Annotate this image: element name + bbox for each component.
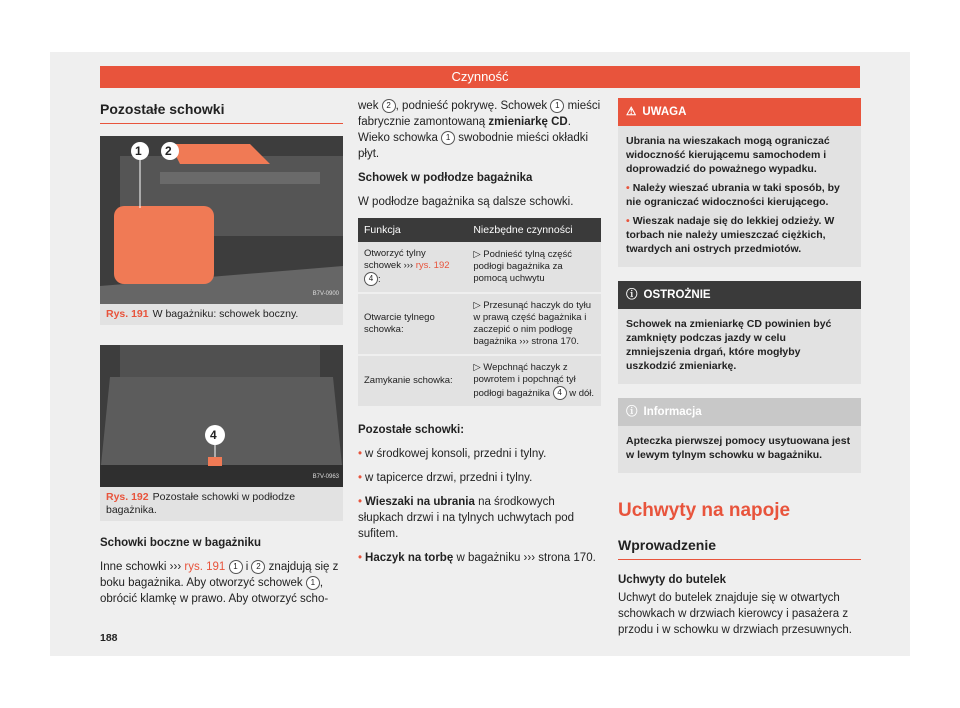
table-row	[358, 293, 601, 355]
table-cell: ▷ Podnieść tylną część podłogi bagażnika za pomocą uchwytu	[467, 242, 601, 293]
bullet-icon: •	[626, 182, 630, 194]
bullet-icon: •	[358, 472, 363, 484]
callout-number: 2	[251, 560, 265, 574]
figure-marker-2: 2	[165, 144, 172, 158]
callout-number: 1	[441, 131, 455, 145]
subheading: Schowek w podłodze bagażnika	[358, 172, 533, 184]
list-item: • Wieszaki na ubrania na środkowych słupkach drzwi i na tylnych uchwytach pod sufitem.	[358, 496, 575, 540]
table-cell: ▷ Wepchnąć haczyk z powrotem i popchnąć tył podłogi bagażnika 4 w dół.	[467, 355, 601, 407]
info-body: Apteczka pierwszej pomocy usytuowana jest w lewym tylnym schowku w bagażniku.	[626, 435, 851, 461]
subheading: Pozostałe schowki:	[358, 424, 465, 436]
figure-code: B7V-0900	[312, 291, 339, 297]
caution-header: ⓘ OSTROŻNIE	[618, 281, 861, 309]
table-cell: Otwarcie tylnego schowka:	[358, 293, 467, 355]
subheading: Schowki boczne w bagażniku	[100, 537, 262, 549]
trunk-floor-illustration	[100, 345, 343, 487]
caution-box	[618, 281, 861, 384]
chapter-header: Czynność	[100, 66, 860, 88]
table-row	[358, 242, 601, 293]
bullet-icon: •	[358, 552, 363, 564]
callout-number: 4	[553, 386, 567, 400]
figure-caption: Rys. 191 W bagażniku: schowek boczny.	[100, 304, 343, 325]
warning-box	[618, 98, 861, 267]
callout-number: 2	[382, 99, 396, 113]
warning-triangle-icon: ⚠	[626, 106, 637, 118]
figure-marker-4: 4	[210, 428, 217, 442]
trunk-side-illustration	[100, 136, 343, 304]
figure-191	[100, 136, 343, 304]
info-box	[618, 398, 861, 473]
table-cell: Zamykanie schowka:	[358, 355, 467, 407]
table-header: Funkcja	[358, 218, 467, 242]
paragraph: wek 2 , podnieść pokrywę. Schowek 1 mieści fabrycznie zamontowaną zmieniarkę CD. Wieko schowka 1 swobodnie mieści okładki płyt.	[358, 100, 601, 160]
left-column	[100, 95, 343, 615]
callout-number: 1	[229, 560, 243, 574]
figure-ref-link[interactable]: rys. 192	[415, 260, 450, 271]
figure-marker-1: 1	[135, 144, 142, 158]
table-row	[358, 355, 601, 407]
section-title: Wprowadzenie	[618, 531, 861, 560]
caution-body: Schowek na zmieniarkę CD powinien być zamknięty podczas jazdy w celu zmniejszenia drgań, które mogłyby uszkodzić zmieniarkę.	[626, 318, 832, 372]
bullet-icon: •	[626, 215, 630, 227]
right-column	[618, 98, 861, 646]
functions-table	[358, 218, 601, 408]
bullet-icon: •	[358, 496, 363, 508]
figure-192	[100, 345, 343, 487]
paragraph: Inne schowki ››› rys. 191 1 i 2 znajdują się z boku bagażnika. Aby otworzyć schowek 1 , obrócić klamkę w prawo. Aby otworzyć scho-	[100, 561, 339, 605]
figure-ref-link[interactable]: rys. 191	[184, 561, 226, 573]
figure-code: B7V-0963	[312, 474, 339, 480]
page-number: 188	[100, 632, 118, 644]
warning-header: ⚠ UWAGA	[618, 98, 861, 126]
callout-number: 1	[550, 99, 564, 113]
list-item: • Należy wieszać ubrania w taki sposób, by nie ograniczać widoczności kierującego.	[626, 182, 840, 208]
callout-number: 4	[364, 272, 378, 286]
list-item: • Haczyk na torbę w bagażniku ››› strona 170.	[358, 552, 596, 564]
table-cell: Otworzyć tylny schowek ››› rys. 192 4 :	[358, 242, 467, 293]
bullet-icon: •	[358, 448, 363, 460]
subheading: Uchwyty do butelek	[618, 574, 726, 586]
table-header: Niezbędne czynności	[467, 218, 601, 242]
table-cell: ▷ Przesunąć haczyk do tyłu w prawą część bagażnika i zaczepić o nim podłogę bagażnika ››› strona 170.	[467, 293, 601, 355]
middle-column	[358, 98, 601, 574]
list-item: • w tapicerce drzwi, przedni i tylny.	[358, 472, 533, 484]
callout-number: 1	[306, 576, 320, 590]
warning-body: Ubrania na wieszakach mogą ograniczać widoczność kierującemu samochodem i doprowadzić do poważnego wypadku. • Należy wieszać ubrania w taki sposób, by nie ograniczać widoczności kierującego. • Wieszak nadaje się do lekkiej odzieży. W torbach nie należy umieszczać ciężkich, twardych ani ostrych przedmiotów.	[618, 126, 861, 267]
section-title: Pozostałe schowki	[100, 95, 343, 124]
table-header-row	[358, 218, 601, 242]
exclamation-circle-icon: ⓘ	[626, 289, 638, 301]
info-icon: ⓘ	[626, 406, 638, 418]
paragraph: Uchwyt do butelek znajduje się w otwartych schowkach w drzwiach kierowcy i pasażera z przodu i w schowku w drzwiach przesuwnych.	[618, 592, 852, 636]
figure-caption: Rys. 192 Pozostałe schowki w podłodze bagażnika.	[100, 487, 343, 521]
info-header: ⓘ Informacja	[618, 398, 861, 426]
paragraph: W podłodze bagażnika są dalsze schowki.	[358, 196, 574, 208]
list-item: • Wieszak nadaje się do lekkiej odzieży. W torbach nie należy umieszczać ciężkich, twardych ani ostrych przedmiotów.	[626, 215, 835, 255]
list-item: • w środkowej konsoli, przedni i tylny.	[358, 448, 547, 460]
chapter-title: Uchwyty na napoje	[618, 500, 791, 521]
